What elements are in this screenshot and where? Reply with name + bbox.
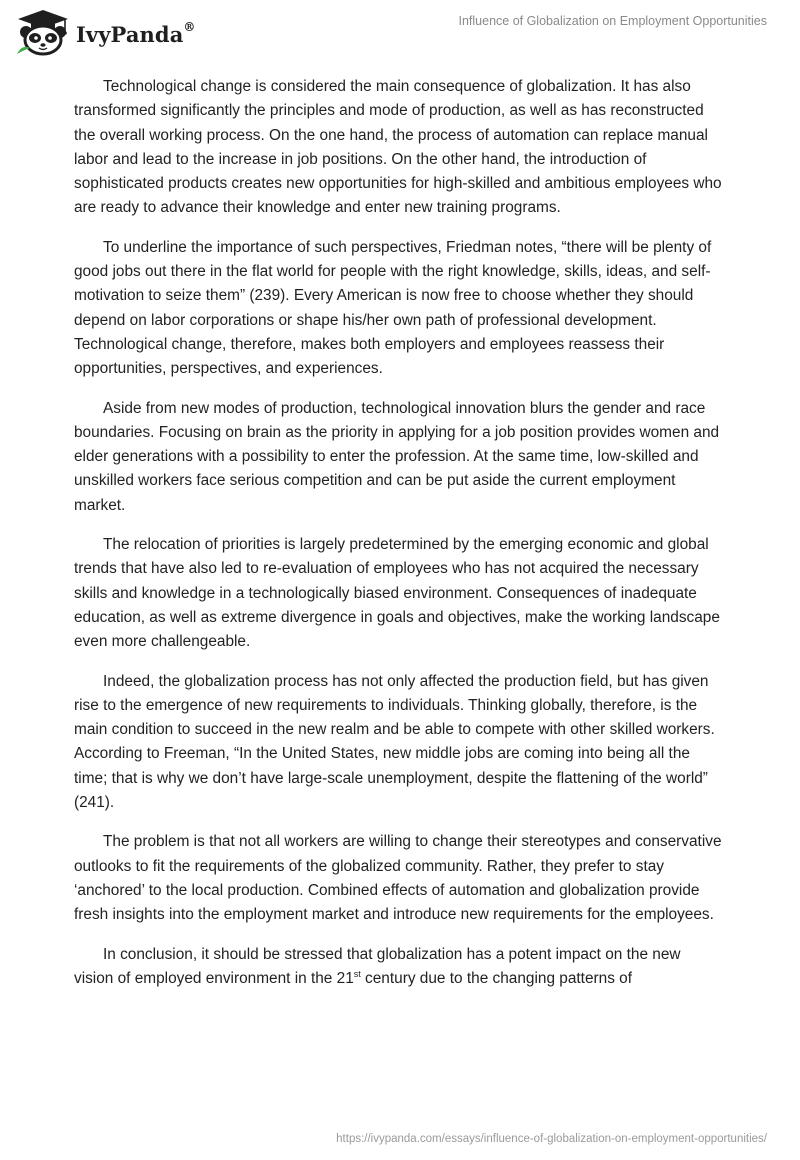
paragraph: The problem is that not all workers are willing to change their stereotypes and conservative outlooks to fit the requirements of the globalized community. Rather, they prefer to stay ‘anchored’ to the local production. Combined effects of automation and globalization provide fresh insights into the employment market and introduce new requirements for the employees. [74, 833, 722, 924]
logo-text [76, 19, 196, 47]
logo-name: IvyPanda [76, 21, 184, 47]
paragraph-conclusion [74, 943, 724, 992]
essay-body [74, 75, 724, 1006]
conclusion-text-end: century due to the changing patterns of [360, 969, 633, 987]
panda-graduate-icon [14, 8, 72, 56]
paragraph: Indeed, the globalization process has not only affected the production field, but has given rise to the emergence of new requirements to individuals. Thinking globally, therefore, is the main condition to succeed in the new realm and be able to compete with other skilled workers. According to Freeman, “In the United States, new middle jobs are coming into being all the time; that is why we don’t have large-scale unemployment, despite the flattening of the world” (241). [74, 672, 715, 812]
page-header [0, 0, 800, 60]
registered-mark: ® [183, 19, 196, 34]
document-title: Influence of Globalization on Employment Opportunities [458, 14, 767, 28]
paragraph: To underline the importance of such perspectives, Friedman notes, “there will be plenty of good jobs out there in the flat world for people with the right knowledge, skills, ideas, and self-motivation to seize them” (239). Every American is now free to choose whether they should depend on labor corporations or shape his/her own path of professional development. Technological change, therefore, makes both employers and employees reassess their opportunities, perspectives, and experiences. [74, 238, 712, 378]
ivypanda-logo[interactable] [14, 8, 196, 56]
conclusion-text-start: In conclusion, it should be stressed that globalization has a potent impact on the new vision of employed environment in the 21 [74, 945, 681, 987]
source-url[interactable]: https://ivypanda.com/essays/influence-of-globalization-on-employment-opportunities/ [336, 1133, 767, 1145]
paragraph: Aside from new modes of production, technological innovation blurs the gender and race boundaries. Focusing on brain as the priority in applying for a job position provides women and elder generations with a possibility to enter the profession. At the same time, low-skilled and unskilled workers face serious competition and can be put aside the current employment market. [74, 399, 720, 514]
paragraph: The relocation of priorities is largely predetermined by the emerging economic and global trends that have also led to re-evaluation of employees who has not acquired the necessary skills and knowledge in a technologically biased environment. Consequences of inadequate education, as well as extreme divergence in goals and objectives, make the working landscape even more challengeable. [74, 536, 720, 651]
ordinal-suffix: st [353, 968, 361, 979]
paragraph: Technological change is considered the main consequence of globalization. It has also transformed significantly the principles and mode of production, as well as has reconstructed the overall working process. On the one hand, the process of automation can replace manual labor and lead to the increase in job positions. On the other hand, the introduction of sophisticated products creates new opportunities for high-skilled and ambitious employees who are ready to advance their knowledge and enter new training programs. [74, 78, 722, 217]
